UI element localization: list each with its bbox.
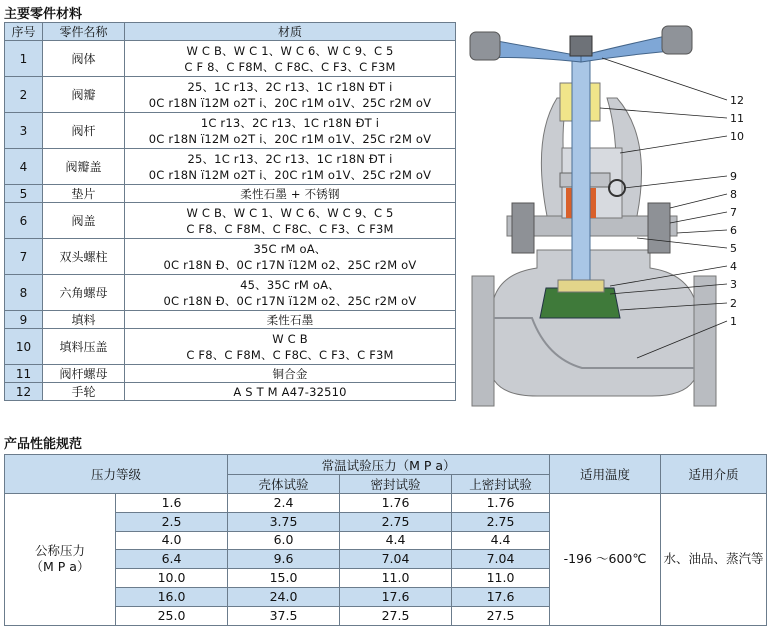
shell-test-value: 15.0 [228,569,340,588]
parts-row [5,239,456,275]
seal-test-value: 17.6 [340,587,452,606]
part-material [125,113,456,149]
upper-seal-test-value: 1.76 [452,494,550,513]
header-material: 材质 [125,23,456,41]
upper-seal-test-value: 7.04 [452,550,550,569]
seal-test-value: 27.5 [340,606,452,625]
part-no: 5 [5,185,43,203]
part-name: 阀瓣 [43,77,125,113]
part-no: 6 [5,203,43,239]
header-part-name: 零件名称 [43,23,125,41]
part-no: 12 [5,383,43,401]
stud-bolt-right [648,203,670,253]
part-no: 8 [5,275,43,311]
callout-number: 10 [730,130,744,143]
part-no: 2 [5,77,43,113]
callout-number: 5 [730,242,737,255]
material-line: A S T M A47-32510 [233,384,347,399]
part-name: 阀杆螺母 [43,365,125,383]
nominal-pressure-label-line: 公称压力 [34,543,85,559]
callout-number: 4 [730,260,737,273]
nominal-pressure: 16.0 [116,587,228,606]
part-name: 填料压盖 [43,329,125,365]
seal-test-value: 11.0 [340,569,452,588]
material-line: 25、1C r13、2C r13、1C r18N ÐT i [187,79,393,94]
shell-test-value: 3.75 [228,512,340,531]
header-medium: 适用介质 [661,455,767,494]
part-material [125,311,456,329]
perf-section-title: 产品性能规范 [4,437,83,452]
part-material [125,383,456,401]
stem [572,38,590,303]
parts-row [5,41,456,77]
part-material [125,275,456,311]
material-line: W C B、W C 1、W C 6、W C 9、C 5 [186,43,394,58]
seal-test-value: 2.75 [340,512,452,531]
seal-test-value: 1.76 [340,494,452,513]
part-no: 10 [5,329,43,365]
shell-test-value: 9.6 [228,550,340,569]
header-temperature: 适用温度 [550,455,661,494]
material-line: 0C r18N Ð、0C r17N ï12M o2、25C r2M oV [163,257,417,272]
nominal-pressure-label-line: （M P a） [30,559,90,575]
part-material [125,365,456,383]
header-seal-test: 密封试验 [340,475,452,494]
stud-bolt-left [512,203,534,253]
disc-cover [558,280,604,292]
shell-test-value: 24.0 [228,587,340,606]
parts-row [5,365,456,383]
part-no: 1 [5,41,43,77]
nominal-pressure: 25.0 [116,606,228,625]
material-line: 1C r13、2C r13、1C r18N ÐT i [200,115,380,130]
callout-number: 6 [730,224,737,237]
parts-row [5,77,456,113]
material-line: 25、1C r13、2C r13、1C r18N ÐT i [187,151,393,166]
temperature-range: -196 ～600℃ [550,494,661,626]
parts-row [5,185,456,203]
seal-test-value: 7.04 [340,550,452,569]
header-no: 序号 [5,23,43,41]
part-material [125,77,456,113]
material-line: 0C r18N ï12M o2T i、20C r1M o1V、25C r2M oV [148,131,432,146]
handwheel-nut [570,36,592,56]
header-pressure-class: 压力等级 [5,455,228,494]
part-name: 阀瓣盖 [43,149,125,185]
material-line: C F8、C F8M、C F8C、C F3、C F3M [186,347,394,362]
nominal-pressure-label [5,494,116,626]
parts-section-title: 主要零件材料 [4,7,83,22]
header-shell-test: 壳体试验 [228,475,340,494]
shell-test-value: 2.4 [228,494,340,513]
part-material [125,149,456,185]
part-no: 4 [5,149,43,185]
nominal-pressure: 4.0 [116,531,228,550]
material-line: 0C r18N ï12M o2T i、20C r1M o1V、25C r2M oV [148,95,432,110]
parts-row [5,149,456,185]
callout-number: 2 [730,297,737,310]
nominal-pressure: 6.4 [116,550,228,569]
part-no: 3 [5,113,43,149]
parts-row [5,329,456,365]
part-material [125,185,456,203]
part-name: 阀杆 [43,113,125,149]
material-line: 柔性石墨 + 不锈钢 [240,186,340,201]
part-material [125,203,456,239]
applicable-medium: 水、油品、蒸汽等 [661,494,767,626]
handwheel-rim-left [470,32,500,60]
callout-number: 9 [730,170,737,183]
part-no: 9 [5,311,43,329]
upper-seal-test-value: 11.0 [452,569,550,588]
part-no: 7 [5,239,43,275]
upper-seal-test-value: 27.5 [452,606,550,625]
right-flange [694,276,716,406]
upper-seal-test-value: 17.6 [452,587,550,606]
callout-number: 12 [730,94,744,107]
material-line: W C B [272,331,308,346]
header-test-pressure: 常温试验压力（M P a） [228,455,550,475]
material-line: W C B、W C 1、W C 6、W C 9、C 5 [186,205,394,220]
globe-valve-diagram [462,18,765,413]
handwheel-rim-right [662,26,692,54]
part-material [125,41,456,77]
parts-row [5,203,456,239]
shell-test-value: 6.0 [228,531,340,550]
material-line: C F 8、C F8M、C F8C、C F3、C F3M [184,59,396,74]
parts-row [5,311,456,329]
callout-number: 11 [730,112,744,125]
part-material [125,239,456,275]
callout-number: 1 [730,315,737,328]
part-material [125,329,456,365]
nominal-pressure: 10.0 [116,569,228,588]
seal-test-value: 4.4 [340,531,452,550]
material-line: 柔性石墨 [266,312,314,327]
nominal-pressure: 1.6 [116,494,228,513]
parts-row [5,275,456,311]
part-name: 阀体 [43,41,125,77]
material-line: 铜合金 [272,366,308,381]
part-name: 双头螺柱 [43,239,125,275]
performance-spec-table [4,454,767,626]
upper-seal-test-value: 4.4 [452,531,550,550]
material-line: 45、35C rM oA、 [240,277,340,292]
part-no: 11 [5,365,43,383]
callout-number: 7 [730,206,737,219]
left-flange [472,276,494,406]
valve-body [494,250,694,396]
part-name: 阀盖 [43,203,125,239]
callout-number: 3 [730,278,737,291]
parts-row [5,113,456,149]
material-line: C F8、C F8M、C F8C、C F3、C F3M [186,221,394,236]
parts-row [5,383,456,401]
part-name: 填料 [43,311,125,329]
perf-row [5,494,767,513]
header-upper-seal-test: 上密封试验 [452,475,550,494]
part-name: 垫片 [43,185,125,203]
callout-number: 8 [730,188,737,201]
parts-material-table [4,22,456,401]
part-name: 六角螺母 [43,275,125,311]
part-name: 手轮 [43,383,125,401]
shell-test-value: 37.5 [228,606,340,625]
nominal-pressure: 2.5 [116,512,228,531]
material-line: 35C rM oA、 [253,241,327,256]
upper-seal-test-value: 2.75 [452,512,550,531]
material-line: 0C r18N ï12M o2T i、20C r1M o1V、25C r2M oV [148,167,432,182]
material-line: 0C r18N Ð、0C r17N ï12M o2、25C r2M oV [163,293,417,308]
